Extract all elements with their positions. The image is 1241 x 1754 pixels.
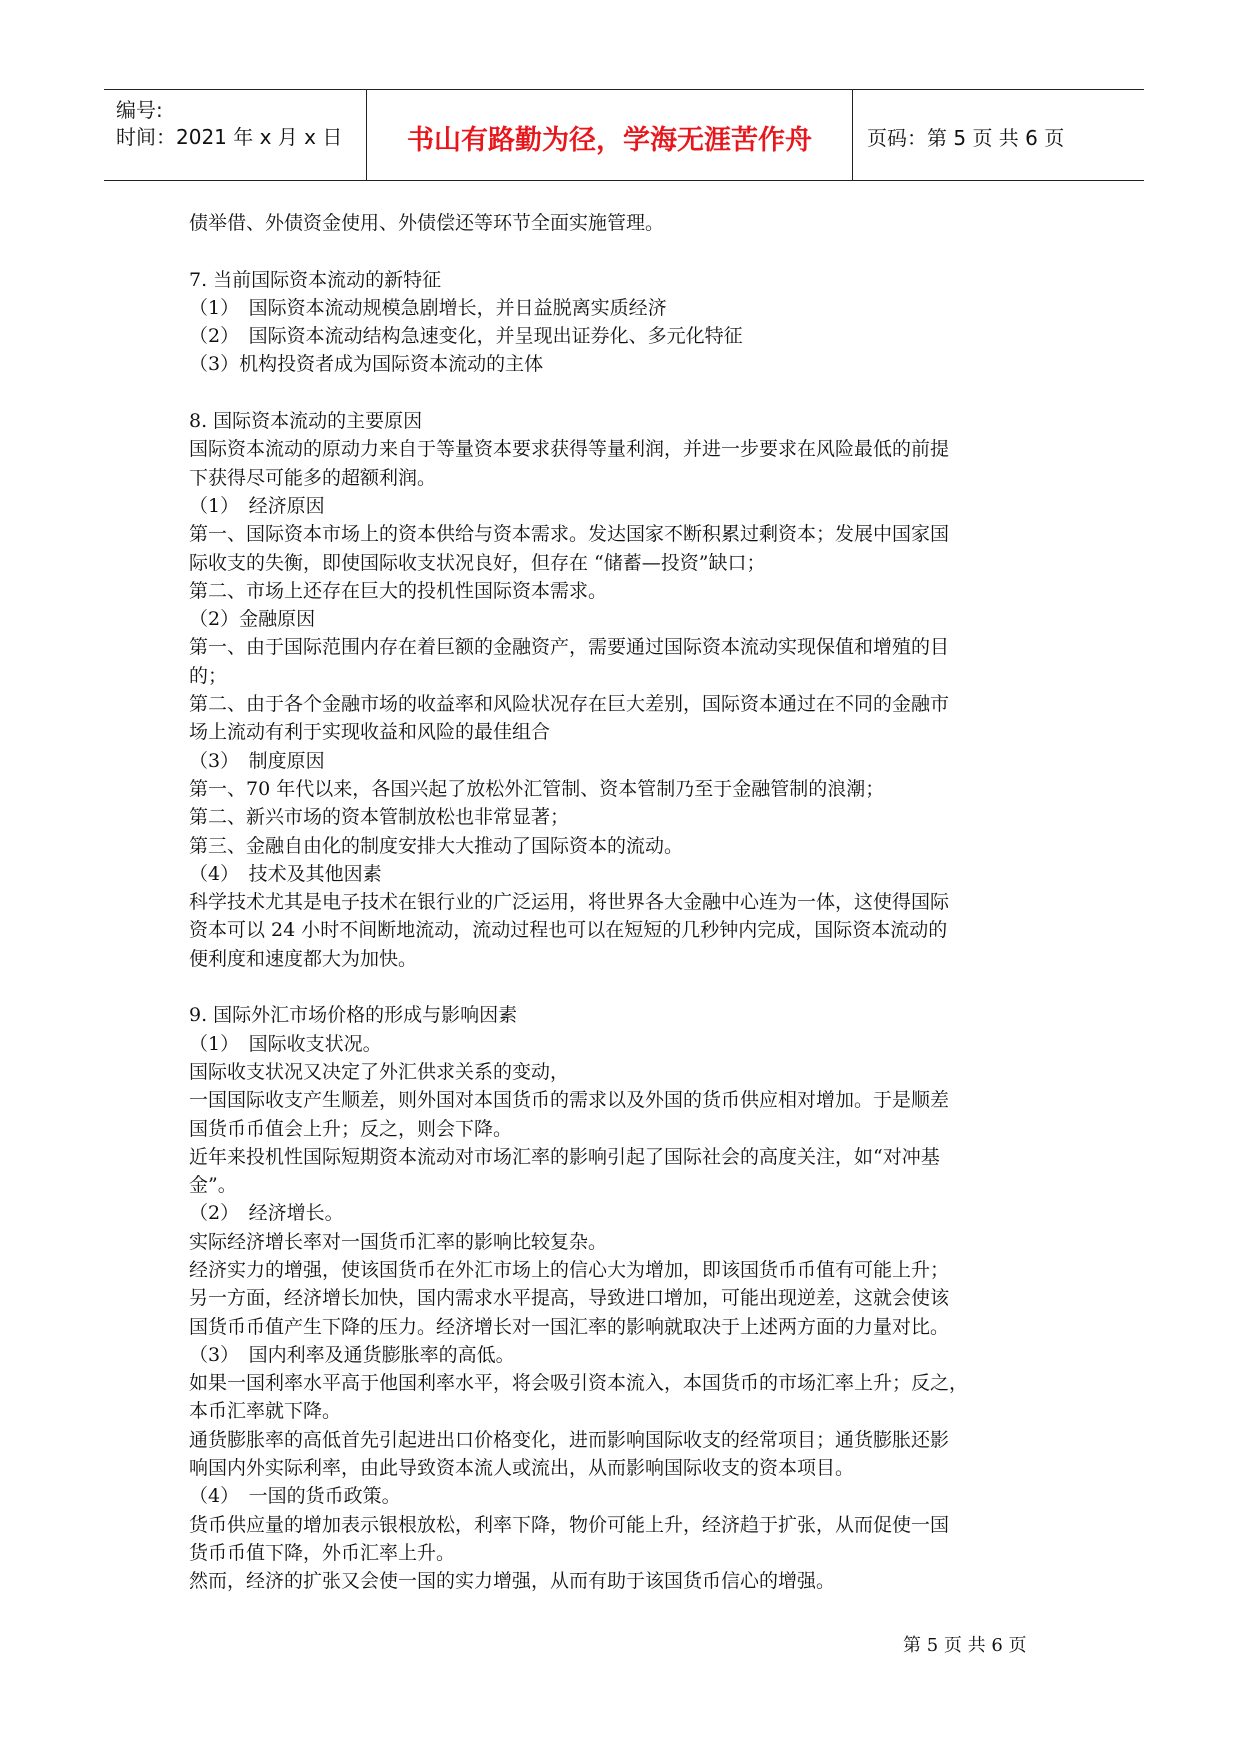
body-line: 然而，经济的扩张又会使一国的实力增强，从而有助于该国货币信心的增强。	[189, 1570, 836, 1593]
subheading: （2）金融原因	[189, 608, 316, 631]
body-line: 第二、市场上还存在巨大的投机性国际资本需求。	[189, 579, 608, 602]
header-right-cell	[853, 90, 1144, 180]
body-line: 货币供应量的增加表示银根放松，利率下降，物价可能上升，经济趋于扩张，从而促使一国	[189, 1513, 950, 1536]
header-middle-cell	[367, 90, 853, 180]
subheading: （3） 制度原因	[189, 749, 325, 772]
body-line: 实际经济增长率对一国货币汇率的影响比较复杂。	[189, 1230, 608, 1253]
body-line: 国际收支状况又决定了外汇供求关系的变动，	[189, 1060, 570, 1083]
serial-number-label: 编号:	[116, 98, 163, 122]
section-heading: 9. 国际外汇市场价格的形成与影响因素	[189, 1004, 518, 1027]
body-line: 本币汇率就下降。	[189, 1400, 342, 1423]
blank-line	[189, 379, 1059, 407]
section-heading: 8. 国际资本流动的主要原因	[189, 410, 423, 433]
list-item: （3）机构投资者成为国际资本流动的主体	[189, 353, 544, 376]
subheading: （4） 一国的货币政策。	[189, 1485, 401, 1508]
body-line: 金”。	[189, 1174, 237, 1197]
header-left-cell	[104, 90, 367, 180]
body-line: 通货膨胀率的高低首先引起进出口价格变化，进而影响国际收支的经常项目；通货膨胀还影	[189, 1428, 950, 1451]
body-line: 响国内外实际利率，由此导致资本流人或流出，从而影响国际收支的资本项目。	[189, 1457, 855, 1480]
body-line: 第二、新兴市场的资本管制放松也非常显著；	[189, 806, 570, 829]
body-line: 际收支的失衡，即使国际收支状况良好，但存在 “储蓄—投资”缺口；	[189, 551, 766, 574]
body-line: 近年来投机性国际短期资本流动对市场汇率的影响引起了国际社会的高度关注，如“对冲基	[189, 1145, 940, 1168]
time-label: 时间：2021 年 x 月 x 日	[116, 125, 343, 149]
body-line: 第一、国际资本市场上的资本供给与资本需求。发达国家不断积累过剩资本；发展中国家国	[189, 523, 950, 546]
body-line: 一国国际收支产生顺差，则外国对本国货币的需求以及外国的货币供应相对增加。于是顺差	[189, 1089, 950, 1112]
subheading: （1） 经济原因	[189, 494, 325, 517]
body-line: 债举借、外债资金使用、外债偿还等环节全面实施管理。	[189, 212, 665, 234]
blank-line	[189, 973, 1059, 1001]
body-line: 另一方面，经济增长加快，国内需求水平提高，导致进口增加，可能出现逆差，这就会使该	[189, 1287, 950, 1310]
body-line: 的；	[189, 664, 228, 687]
subheading: （4） 技术及其他因素	[189, 862, 382, 885]
body-line: 第一、由于国际范围内存在着巨额的金融资产，需要通过国际资本流动实现保值和增殖的目	[189, 636, 950, 659]
blank-line	[189, 237, 1059, 265]
list-item: （1） 国际资本流动规模急剧增长，并日益脱离实质经济	[189, 296, 667, 319]
body-line: 第二、由于各个金融市场的收益率和风险状况存在巨大差别，国际资本通过在不同的金融市	[189, 693, 950, 716]
list-item: （2） 国际资本流动结构急速变化，并呈现出证券化、多元化特征	[189, 325, 743, 348]
body-line: 便利度和速度都大为加快。	[189, 947, 418, 970]
body-line: 货币币值下降，外币汇率上升。	[189, 1541, 456, 1564]
subheading: （2） 经济增长。	[189, 1202, 344, 1225]
page-header	[104, 89, 1144, 181]
body-line: 国货币币值产生下降的压力。经济增长对一国汇率的影响就取决于上述两方面的力量对比。	[189, 1315, 950, 1338]
body-line: 国货币币值会上升；反之，则会下降。	[189, 1117, 513, 1140]
subheading: （1） 国际收支状况。	[189, 1032, 382, 1055]
body-line: 下获得尽可能多的超额利润。	[189, 466, 437, 489]
body-line: 科学技术尤其是电子技术在银行业的广泛运用，将世界各大金融中心连为一体，这使得国际	[189, 891, 950, 914]
body-line: 第三、金融自由化的制度安排大大推动了国际资本的流动。	[189, 834, 684, 857]
body-line: 经济实力的增强，使该国货币在外汇市场上的信心大为增加，即该国货币币值有可能上升；	[189, 1258, 950, 1281]
document-body	[189, 209, 1059, 1596]
header-page-reference: 页码：第 5 页 共 6 页	[867, 126, 1065, 150]
header-motto: 书山有路勤为径，学海无涯苦作舟	[407, 125, 812, 156]
body-line: 国际资本流动的原动力来自于等量资本要求获得等量利润，并进一步要求在风险最低的前提	[189, 438, 950, 461]
body-line: 场上流动有利于实现收益和风险的最佳组合	[189, 721, 551, 744]
page-footer: 第 5 页 共 6 页	[903, 1635, 1027, 1656]
section-heading: 7. 当前国际资本流动的新特征	[189, 268, 442, 291]
body-line: 第一、70 年代以来，各国兴起了放松外汇管制、资本管制乃至于金融管制的浪潮；	[189, 777, 885, 800]
subheading: （3） 国内利率及通货膨胀率的高低。	[189, 1343, 515, 1366]
body-line: 资本可以 24 小时不间断地流动，流动过程也可以在短短的几秒钟内完成，国际资本流动的	[189, 919, 948, 942]
body-line: 如果一国利率水平高于他国利率水平，将会吸引资本流入，本国货币的市场汇率上升；反之，	[189, 1372, 969, 1395]
